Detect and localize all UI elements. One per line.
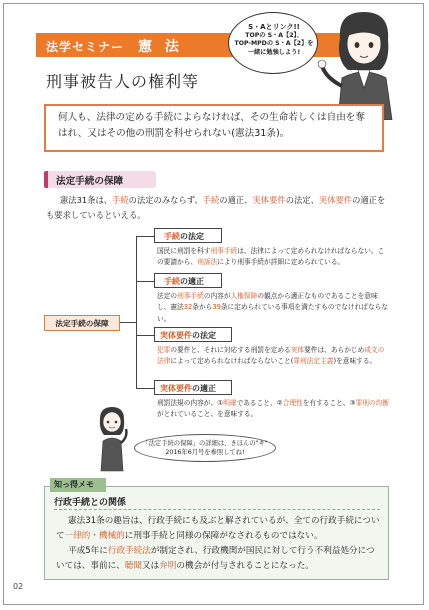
diagram-branch xyxy=(136,236,154,237)
body-text: 憲法31条は、 xyxy=(60,195,113,205)
note-line2: 2016年6月号を参照してね! xyxy=(165,449,245,456)
bubble-line1: S・Aとリンク!! xyxy=(248,23,300,31)
memo-paragraph-2: 平成5年に行政手続法が制定され、行政機関が国民に対して行う不利益処分については、事前に、聴聞又は弁明の機会が付与されることになった。 xyxy=(56,546,375,571)
body-text: の適正、 xyxy=(219,195,253,205)
section-body xyxy=(46,193,386,222)
section-heading: 法定手続の保障 xyxy=(56,176,124,187)
header-title xyxy=(46,36,183,56)
bubble-line2: TOPの S・A【2】、 xyxy=(245,31,303,39)
body-text: の法定、 xyxy=(285,195,319,205)
body-text: の法定のみならず、 xyxy=(128,195,203,205)
diagram-item-desc: 犯罪の要件と、それに対応する刑罰を定める実体要件は、あらかじめ成文の法律によって定められなければならないこと(罪刑法定主義)を意味する。 xyxy=(157,346,385,366)
diagram-item-label: 手続の適正 xyxy=(164,277,204,286)
speech-bubble-text xyxy=(234,23,314,57)
diagram-item-label: 実体要件の法定 xyxy=(160,331,216,340)
body-highlight: 手続 xyxy=(112,195,129,205)
mini-girl-illustration xyxy=(92,405,132,473)
diagram-item-desc: 国民に刑罰を科す刑事手続は、法律によって定められなければならない。この要請から、刑訴法により刑事手続が詳細に定められている。 xyxy=(157,247,385,267)
diagram-branch xyxy=(136,335,154,336)
memo-tab-label: 知っ得メモ xyxy=(54,480,94,489)
body-text: の適正をも要求しているといえる。 xyxy=(46,195,386,220)
memo-divider xyxy=(54,509,380,511)
body-highlight: 手続 xyxy=(202,195,220,205)
memo-paragraph-1: 憲法31条の趣旨は、行政手続にも及ぶと解されているが、全ての行政手続について一律的・機械的に刑事手続と同様の保障がなされるものではない。 xyxy=(56,516,380,541)
diagram-branch xyxy=(136,281,154,282)
bubble-line4: 一緒に勉強しよう! xyxy=(247,48,301,56)
diagram-trunk xyxy=(136,236,137,388)
bubble-line3: TOP-MPDの S・A【2】を xyxy=(234,40,314,48)
article-text: 何人も、法律の定める手続によらなければ、その生命若しくは自由を奪はれ、又はその他の刑罰を科せられない(憲法31条)。 xyxy=(58,112,365,139)
diagram-branch xyxy=(136,388,154,389)
diagram-connector xyxy=(120,322,137,323)
page-number: 02 xyxy=(13,582,24,591)
note-line1: 「法定手続の保障」の詳細は、きほんの"キ" xyxy=(142,440,268,447)
page-title: 刑事被告人の権利等 xyxy=(46,72,200,91)
diagram-main-label: 法定手続の保障 xyxy=(55,319,109,328)
note-bubble-text xyxy=(138,439,272,457)
memo-heading: 行政手続との関係 xyxy=(54,498,127,508)
diagram-item-desc: 法定の刑事手続の内容が人権保障の観点から適正なものであることを意味し、憲法32条から39条に定められている事項を満たすものでなければならない。 xyxy=(157,292,389,323)
header-subject: 憲 法 xyxy=(138,39,183,55)
body-highlight: 実体要件 xyxy=(252,195,286,205)
diagram-item-desc: 刑罰法規の内容が、①明確であること、②合理性を有すること、③罪刑の均衡がとれていること、を意味する。 xyxy=(157,399,389,419)
diagram-item-label: 実体要件の適正 xyxy=(160,384,216,393)
body-highlight: 実体要件 xyxy=(318,195,353,205)
header-section-label: 法学セミナー xyxy=(46,40,125,54)
diagram-item-label: 手続の法定 xyxy=(164,232,204,241)
